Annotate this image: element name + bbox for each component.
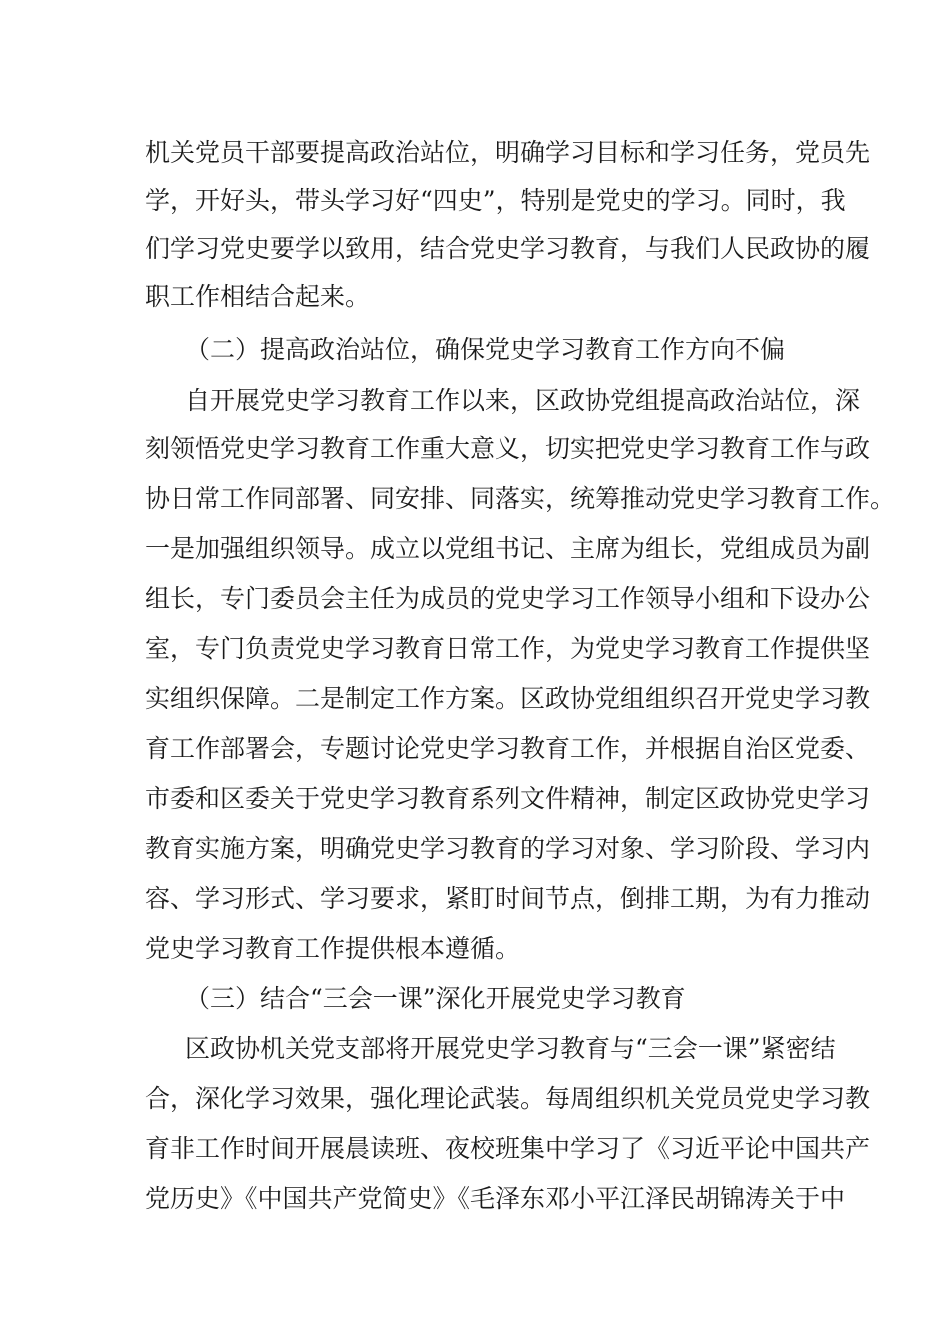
body-text-line: 育工作部署会，专题讨论党史学习教育工作，并根据自治区党委、: [145, 734, 871, 763]
body-text-line: 协日常工作同部署、同安排、同落实，统筹推动党史学习教育工作。: [145, 484, 896, 513]
body-text-line: 容、学习形式、学习要求，紧盯时间节点，倒排工期，为有力推动: [145, 884, 871, 913]
body-text-line: 组长，专门委员会主任为成员的党史学习工作领导小组和下设办公: [145, 584, 871, 613]
body-text-line: 一是加强组织领导。成立以党组书记、主席为组长，党组成员为副: [145, 534, 871, 563]
body-text-line: 机关党员干部要提高政治站位，明确学习目标和学习任务，党员先: [145, 138, 871, 167]
section-heading-3: （三）结合“三会一课”深化开展党史学习教育: [185, 984, 686, 1013]
body-text-line: 教育实施方案，明确党史学习教育的学习对象、学习阶段、学习内: [145, 834, 871, 863]
paragraph-start-line: 自开展党史学习教育工作以来，区政协党组提高政治站位，深: [185, 386, 861, 415]
body-text-line: 们学习党史要学以致用，结合党史学习教育，与我们人民政协的履: [145, 234, 871, 263]
paragraph-start-line: 区政协机关党支部将开展党史学习教育与“三会一课”紧密结: [185, 1034, 836, 1063]
body-text-line: 党历史》《中国共产党简史》《毛泽东邓小平江泽民胡锦涛关于中: [145, 1184, 846, 1213]
body-text-line: 职工作相结合起来。: [145, 282, 371, 311]
body-text-line: 室，专门负责党史学习教育日常工作，为党史学习教育工作提供坚: [145, 634, 871, 663]
body-text-line: 学，开好头，带头学习好“四史”，特别是党史的学习。同时，我: [145, 186, 846, 215]
body-text-line: 实组织保障。二是制定工作方案。区政协党组组织召开党史学习教: [145, 684, 871, 713]
body-text-line: 合，深化学习效果，强化理论武装。每周组织机关党员党史学习教: [145, 1084, 871, 1113]
body-text-line: 市委和区委关于党史学习教育系列文件精神，制定区政协党史学习: [145, 784, 871, 813]
body-text-line: 党史学习教育工作提供根本遵循。: [145, 934, 521, 963]
section-heading-2: （二）提高政治站位，确保党史学习教育工作方向不偏: [185, 335, 786, 364]
body-text-line: 育非工作时间开展晨读班、夜校班集中学习了《习近平论中国共产: [145, 1134, 871, 1163]
body-text-line: 刻领悟党史学习教育工作重大意义，切实把党史学习教育工作与政: [145, 434, 871, 463]
